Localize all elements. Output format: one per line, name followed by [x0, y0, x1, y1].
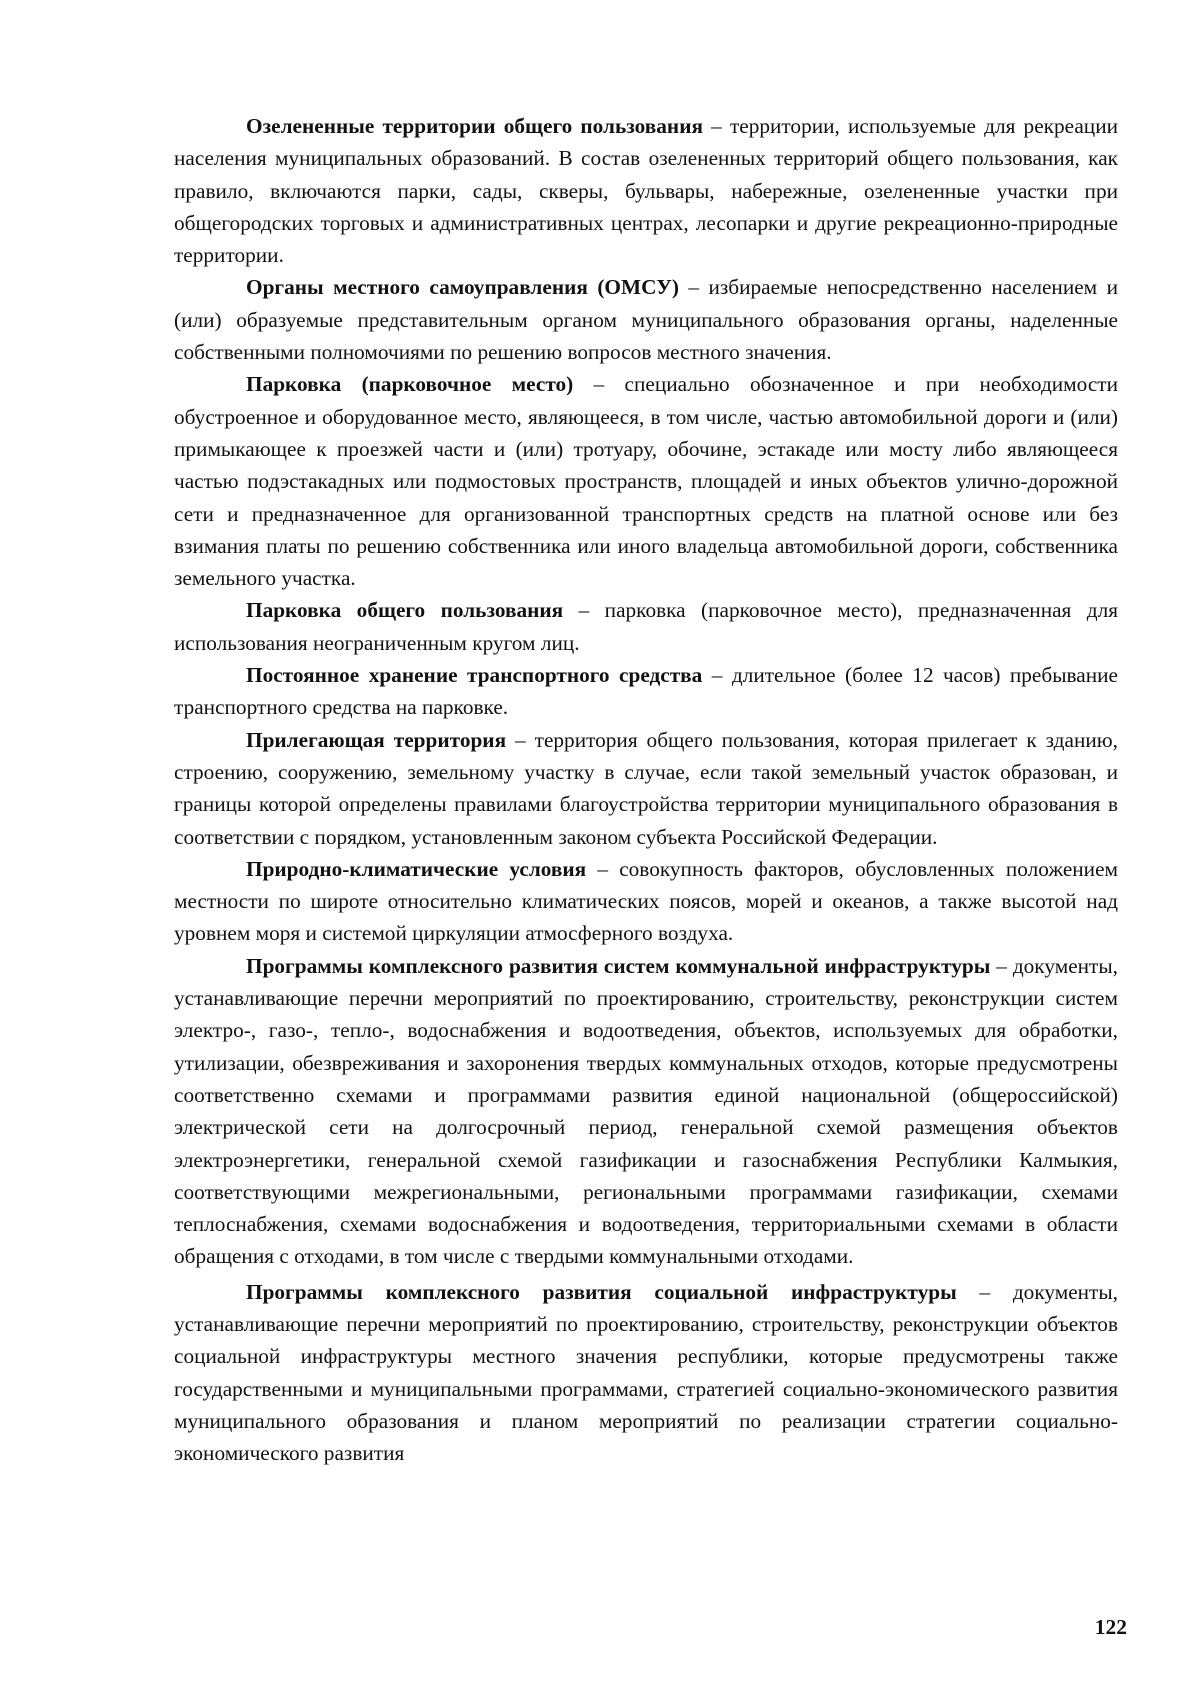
- document-body: [174, 110, 1118, 1469]
- definition-paragraph: [174, 368, 1118, 594]
- defined-term: Природно-климатические условия: [246, 856, 587, 881]
- defined-term: Парковка общего пользования: [246, 598, 564, 623]
- definition-text: – документы, устанавливающие перечни мероприятий по проектированию, строительству, реконструкции систем электро-, газо-, тепло-, водоснабжения и водоотведения, объектов, используемых для обработки, утилизации, обезвреживания и захоронения твердых коммунальных отходов, которые предусмотрены соответственно схемами и программами развития единой национальной (общероссийской) электрической сети на долгосрочный период, генеральной схемой размещения объектов электроэнергетики, генеральной схемой газификации и газоснабжения Республики Калмыкия, соответствующими межрегиональными, региональными программами газификации, схемами теплоснабжения, схемами водоснабжения и водоотведения, территориальными схемами в области обращения с отходами, в том числе с твердыми коммунальными отходами.: [174, 953, 1118, 1269]
- definition-paragraph: [174, 110, 1118, 271]
- definition-paragraph: [174, 659, 1118, 724]
- definition-text: – парковка (парковочное место), предназначенная для использования неограниченным кругом лиц.: [174, 598, 1118, 655]
- definition-paragraph: [174, 594, 1118, 659]
- page-number: 122: [1094, 1615, 1127, 1639]
- definition-text: – территория общего пользования, которая прилегает к зданию, строению, сооружению, земельному участку в случае, если такой земельный участок образован, и границы которой определены правилами благоустройства территории муниципального образования в соответствии с порядком, установленным законом субъекта Российской Федерации.: [174, 727, 1118, 849]
- defined-term: Программы комплексного развития систем коммунальной инфраструктуры: [246, 953, 991, 978]
- definition-paragraph: [174, 1276, 1118, 1470]
- definition-text: – специально обозначенное и при необходимости обустроенное и оборудованное место, являющееся, в том числе, частью автомобильной дороги и (или) примыкающее к проезжей части и (или) тротуару, обочине, эстакаде или мосту либо являющееся частью подэстакадных или подмостовых пространств, площадей и иных объектов улично-дорожной сети и предназначенное для организованной транспортных средств на платной основе или без взимания платы по решению собственника или иного владельца автомобильной дороги, собственника земельного участка.: [174, 372, 1118, 591]
- definition-text: – документы, устанавливающие перечни мероприятий по проектированию, строительству, реконструкции объектов социальной инфраструктуры местного значения республики, которые предусмотрены также государственными и муниципальными программами, стратегией социально-экономического развития муниципального образования и планом мероприятий по реализации стратегии социально-экономического развития: [174, 1279, 1119, 1466]
- definition-paragraph: [174, 853, 1118, 950]
- definition-paragraph: [174, 724, 1118, 853]
- definition-text: – избираемые непосредственно населением и (или) образуемые представительным органом муниципального образования органы, наделенные собственными полномочиями по решению вопросов местного значения.: [174, 275, 1118, 365]
- defined-term: Парковка (парковочное место): [246, 372, 574, 397]
- definition-paragraph: [174, 950, 1118, 1273]
- definition-text: – территории, используемые для рекреации населения муниципальных образований. В состав озелененных территорий общего пользования, как правило, включаются парки, сады, скверы, бульвары, набережные, озелененные участки при общегородских торговых и административных центрах, лесопарки и другие рекреационно-природные территории.: [174, 114, 1118, 268]
- defined-term: Прилегающая территория: [246, 727, 507, 752]
- defined-term: Озелененные территории общего пользования: [246, 114, 703, 138]
- defined-term: Органы местного самоуправления (ОМСУ): [246, 275, 679, 300]
- defined-term: Программы комплексного развития социальной инфраструктуры: [246, 1279, 957, 1304]
- definition-text: – совокупность факторов, обусловленных положением местности по широте относительно климатических поясов, морей и океанов, а также высотой над уровнем моря и системой циркуляции атмосферного воздуха.: [174, 856, 1118, 946]
- definition-text: – длительное (более 12 часов) пребывание транспортного средства на парковке.: [174, 663, 1119, 720]
- definition-paragraph: [174, 271, 1118, 368]
- defined-term: Постоянное хранение транспортного средства: [246, 663, 703, 688]
